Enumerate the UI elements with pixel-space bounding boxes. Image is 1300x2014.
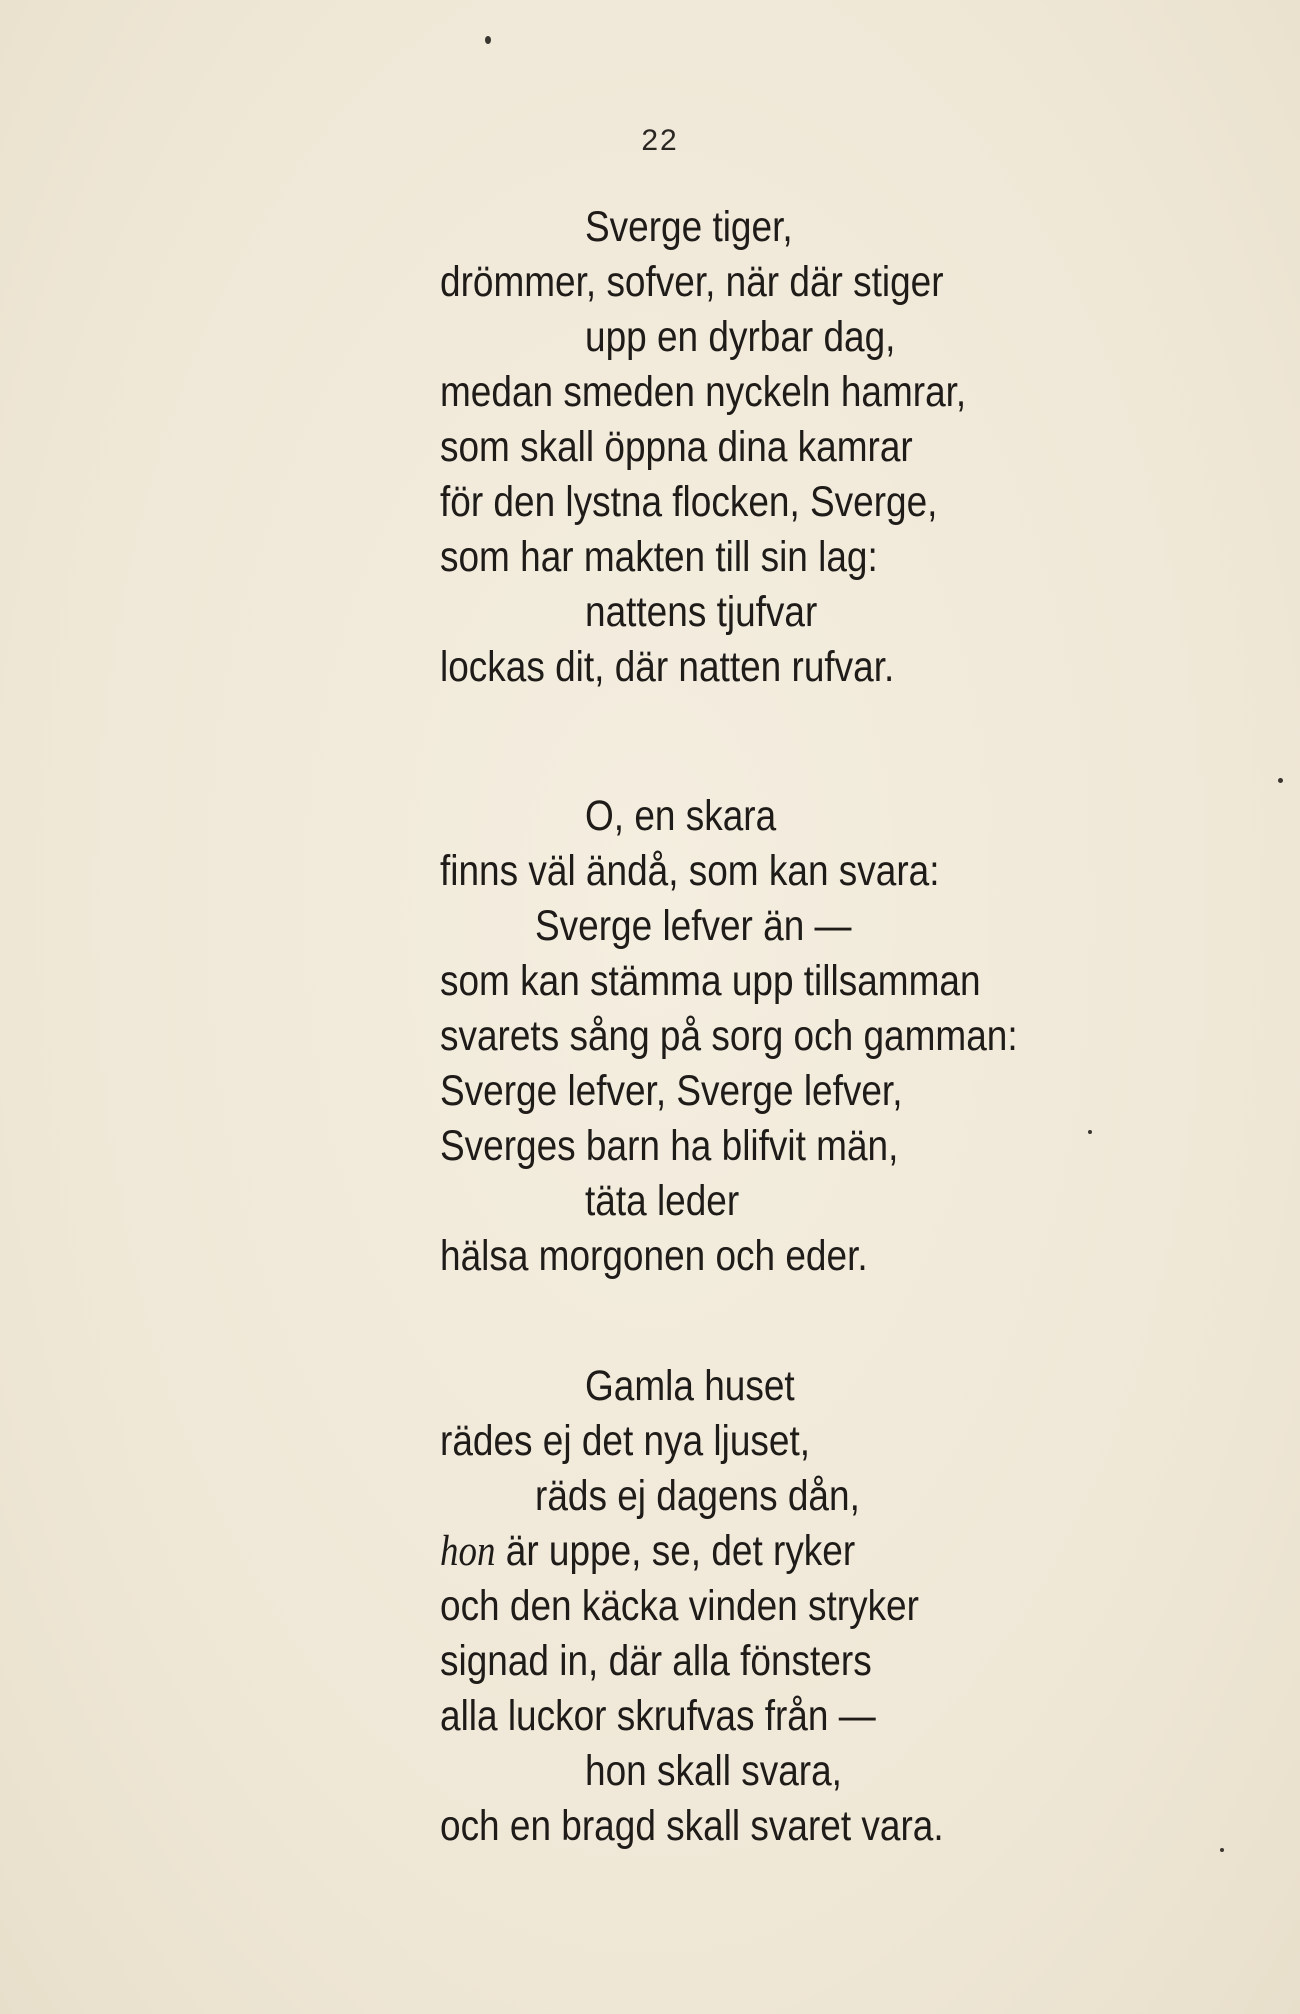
poem-line: lockas dit, där natten rufvar. (440, 643, 895, 691)
poem-line: signad in, där alla fönsters (440, 1637, 872, 1685)
poem-line: som skall öppna dina kamrar (440, 423, 913, 471)
page-number: 22 (641, 124, 679, 157)
poem-line: finns väl ändå, som kan svara: (440, 847, 940, 895)
italic-word: hon (440, 1528, 496, 1575)
poem-line: rädes ej det nya ljuset, (440, 1417, 811, 1465)
poem-line: som har makten till sin lag: (440, 533, 878, 581)
poem-line: alla luckor skrufvas från — (440, 1692, 876, 1740)
poem-line-rest: är uppe, se, det ryker (505, 1527, 856, 1575)
paper-speck (1088, 1130, 1092, 1134)
poem-line: O, en skara (585, 792, 777, 840)
poem-line: Gamla huset (585, 1362, 795, 1410)
poem-line: täta leder (585, 1177, 740, 1225)
poem-line: upp en dyrbar dag, (585, 313, 896, 361)
poem-line: för den lystna flocken, Sverge, (440, 478, 938, 526)
paper-speck (485, 36, 491, 44)
poem-line: Sverge lefver än — (535, 902, 852, 950)
poem-line: och en bragd skall svaret vara. (440, 1802, 944, 1850)
paper-speck (1278, 778, 1283, 783)
poem-line: som kan stämma upp tillsamman (440, 957, 981, 1005)
poem-line: nattens tjufvar (585, 588, 818, 636)
poem-line: räds ej dagens dån, (535, 1472, 860, 1520)
poem-line: och den käcka vinden stryker (440, 1582, 919, 1630)
poem-line: Sverges barn ha blifvit män, (440, 1122, 899, 1170)
paper-speck (1220, 1848, 1224, 1852)
poem-line: medan smeden nyckeln hamrar, (440, 368, 967, 416)
poem-line: Sverge tiger, (585, 203, 793, 251)
poem-line: svarets sång på sorg och gamman: (440, 1012, 1018, 1060)
poem-line: hälsa morgonen och eder. (440, 1232, 868, 1280)
poem-line: drömmer, sofver, när där stiger (440, 258, 944, 306)
poem-line: Sverge lefver, Sverge lefver, (440, 1067, 903, 1115)
poem-line: hon skall svara, (585, 1747, 842, 1795)
poem-line-italic-lead (440, 1527, 856, 1575)
